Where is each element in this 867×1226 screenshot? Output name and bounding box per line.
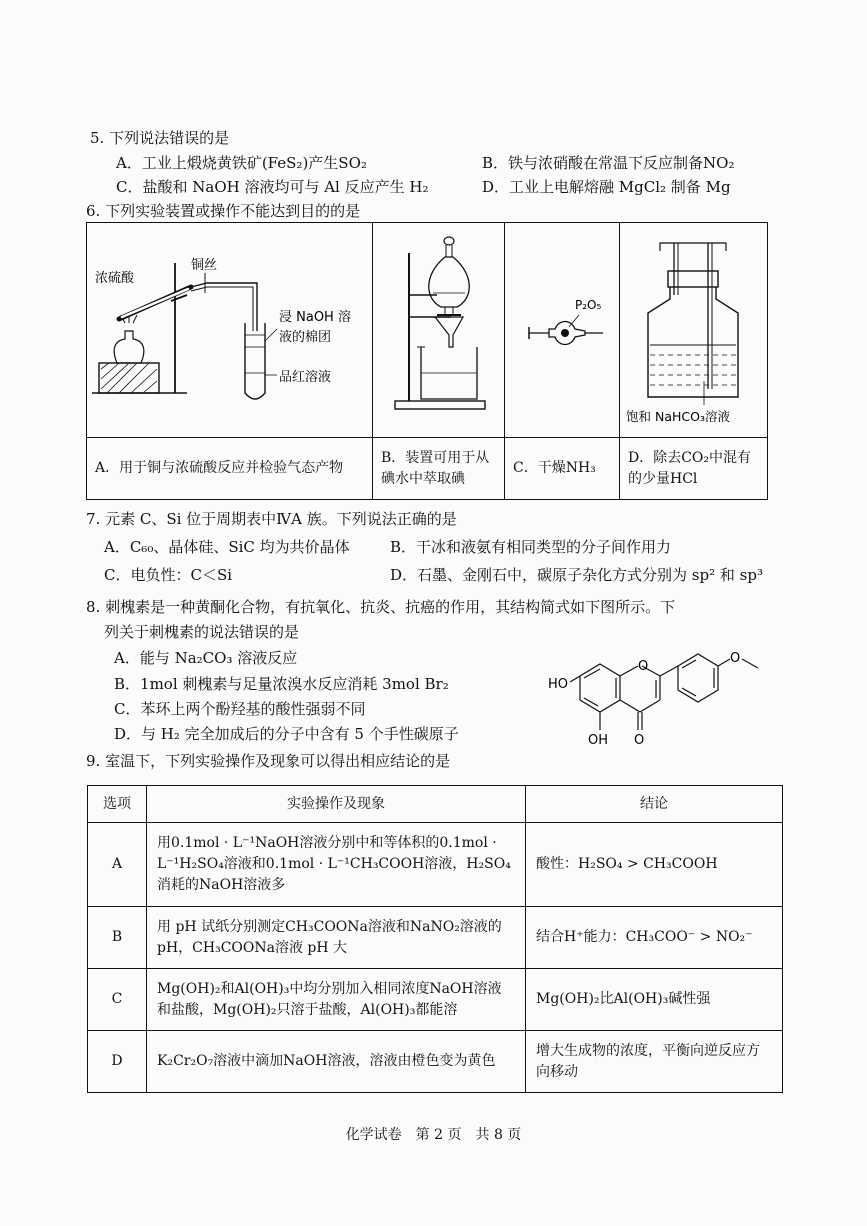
label-nahco3: 饱和 NaHCO₃溶液 bbox=[626, 409, 730, 424]
label-cotton-2: 液的棉团 bbox=[279, 330, 332, 345]
label-copper-wire: 铜丝 bbox=[191, 258, 218, 273]
row-operation: K₂Cr₂O₇溶液中滴加NaOH溶液，溶液由橙色变为黄色 bbox=[147, 1031, 526, 1093]
q5-stem: 5. 下列说法错误的是 bbox=[90, 129, 230, 147]
q6-apparatus-table bbox=[86, 222, 768, 500]
q8-option-b: B．1mol 刺槐素与足量浓溴水反应消耗 3mol Br₂ bbox=[114, 675, 449, 693]
hydroxyl-5: OH bbox=[588, 733, 609, 748]
q6-figure-c bbox=[505, 223, 620, 438]
ring-oxygen: O bbox=[638, 659, 649, 674]
hydroxyl-7: HO bbox=[548, 677, 569, 692]
q6-caption-c: C．干燥NH₃ bbox=[505, 438, 620, 500]
row-operation: Mg(OH)₂和Al(OH)₃中均分别加入相同浓度NaOH溶液和盐酸，Mg(OH)₂只溶于盐酸，Al(OH)₃都能溶 bbox=[147, 969, 526, 1031]
q6-stem: 6. 下列实验装置或操作不能达到目的的是 bbox=[86, 202, 361, 220]
header-conclusion: 结论 bbox=[526, 786, 783, 823]
row-conclusion: 增大生成物的浓度，平衡向逆反应方向移动 bbox=[526, 1031, 783, 1093]
row-option: B bbox=[88, 907, 147, 969]
row-option: D bbox=[88, 1031, 147, 1093]
q8-option-c: C．苯环上两个酚羟基的酸性强弱不同 bbox=[114, 700, 366, 718]
header-option: 选项 bbox=[88, 786, 147, 823]
q5-option-a: A．工业上煅烧黄铁矿(FeS₂)产生SO₂ bbox=[116, 154, 367, 172]
row-option: A bbox=[88, 823, 147, 907]
q5-option-c: C．盐酸和 NaOH 溶液均可与 Al 反应产生 H₂ bbox=[116, 178, 429, 196]
methoxy-oxygen: O bbox=[730, 651, 741, 666]
separatory-funnel-diagram bbox=[373, 223, 504, 433]
q8-stem-line1: 8. 刺槐素是一种黄酮化合物，有抗氧化、抗炎、抗癌的作用，其结构简式如下图所示。下 bbox=[86, 598, 676, 616]
page-footer: 化学试卷 第 2 页 共 8 页 bbox=[345, 1127, 522, 1143]
row-conclusion: 酸性：H₂SO₄ > CH₃COOH bbox=[526, 823, 783, 907]
q5-option-d: D．工业上电解熔融 MgCl₂ 制备 Mg bbox=[482, 178, 731, 196]
drying-tube-diagram bbox=[505, 223, 619, 433]
q7-option-d: D．石墨、金刚石中，碳原子杂化方式分别为 sp² 和 sp³ bbox=[390, 566, 763, 584]
q7-option-c: C．电负性：C＜Si bbox=[104, 566, 233, 584]
gas-wash-bottle-diagram bbox=[620, 223, 767, 433]
label-conc-acid: 浓硫酸 bbox=[95, 271, 135, 286]
acacetin-structure-diagram bbox=[548, 640, 780, 758]
q7-option-a: A．C₆₀、晶体硅、SiC 均为共价晶体 bbox=[104, 538, 350, 556]
row-option: C bbox=[88, 969, 147, 1031]
table-row bbox=[88, 1031, 783, 1093]
row-conclusion: 结合H⁺能力：CH₃COO⁻ > NO₂⁻ bbox=[526, 907, 783, 969]
q7-stem: 7. 元素 C、Si 位于周期表中ⅣA 族。下列说法正确的是 bbox=[86, 510, 457, 528]
q8-option-a: A．能与 Na₂CO₃ 溶液反应 bbox=[114, 649, 298, 667]
table-row bbox=[88, 823, 783, 907]
q8-stem-line2: 列关于刺槐素的说法错误的是 bbox=[104, 623, 300, 641]
label-p2o5: P₂O₅ bbox=[575, 298, 602, 312]
table-row bbox=[88, 969, 783, 1031]
q6-caption-a: A．用于铜与浓硫酸反应并检验气态产物 bbox=[87, 438, 373, 500]
q9-stem: 9. 室温下，下列实验操作及现象可以得出相应结论的是 bbox=[86, 752, 451, 770]
carbonyl-oxygen: O bbox=[634, 733, 645, 748]
row-operation: 用0.1mol · L⁻¹NaOH溶液分别中和等体积的0.1mol · L⁻¹H₂SO₄溶液和0.1mol · L⁻¹CH₃COOH溶液，H₂SO₄消耗的NaOH溶液多 bbox=[147, 823, 526, 907]
q6-caption-b: B．装置可用于从碘水中萃取碘 bbox=[373, 438, 505, 500]
q9-table bbox=[87, 785, 783, 1093]
header-operation: 实验操作及现象 bbox=[147, 786, 526, 823]
q6-figure-a bbox=[87, 223, 373, 438]
q6-caption-d: D．除去CO₂中混有的少量HCl bbox=[620, 438, 768, 500]
copper-acid-apparatus-diagram bbox=[87, 223, 372, 433]
q5-option-b: B．铁与浓硝酸在常温下反应制备NO₂ bbox=[482, 154, 735, 172]
q7-option-b: B．干冰和液氨有相同类型的分子间作用力 bbox=[390, 538, 672, 556]
label-cotton-1: 浸 NaOH 溶 bbox=[279, 310, 351, 325]
row-conclusion: Mg(OH)₂比Al(OH)₃碱性强 bbox=[526, 969, 783, 1031]
label-pinhong: 品红溶液 bbox=[279, 370, 332, 385]
q8-option-d: D．与 H₂ 完全加成后的分子中含有 5 个手性碳原子 bbox=[114, 725, 459, 743]
q6-figure-b bbox=[373, 223, 505, 438]
table-header-row bbox=[88, 786, 783, 823]
table-row bbox=[88, 907, 783, 969]
row-operation: 用 pH 试纸分别测定CH₃COONa溶液和NaNO₂溶液的 pH，CH₃COONa溶液 pH 大 bbox=[147, 907, 526, 969]
q6-figure-d bbox=[620, 223, 768, 438]
